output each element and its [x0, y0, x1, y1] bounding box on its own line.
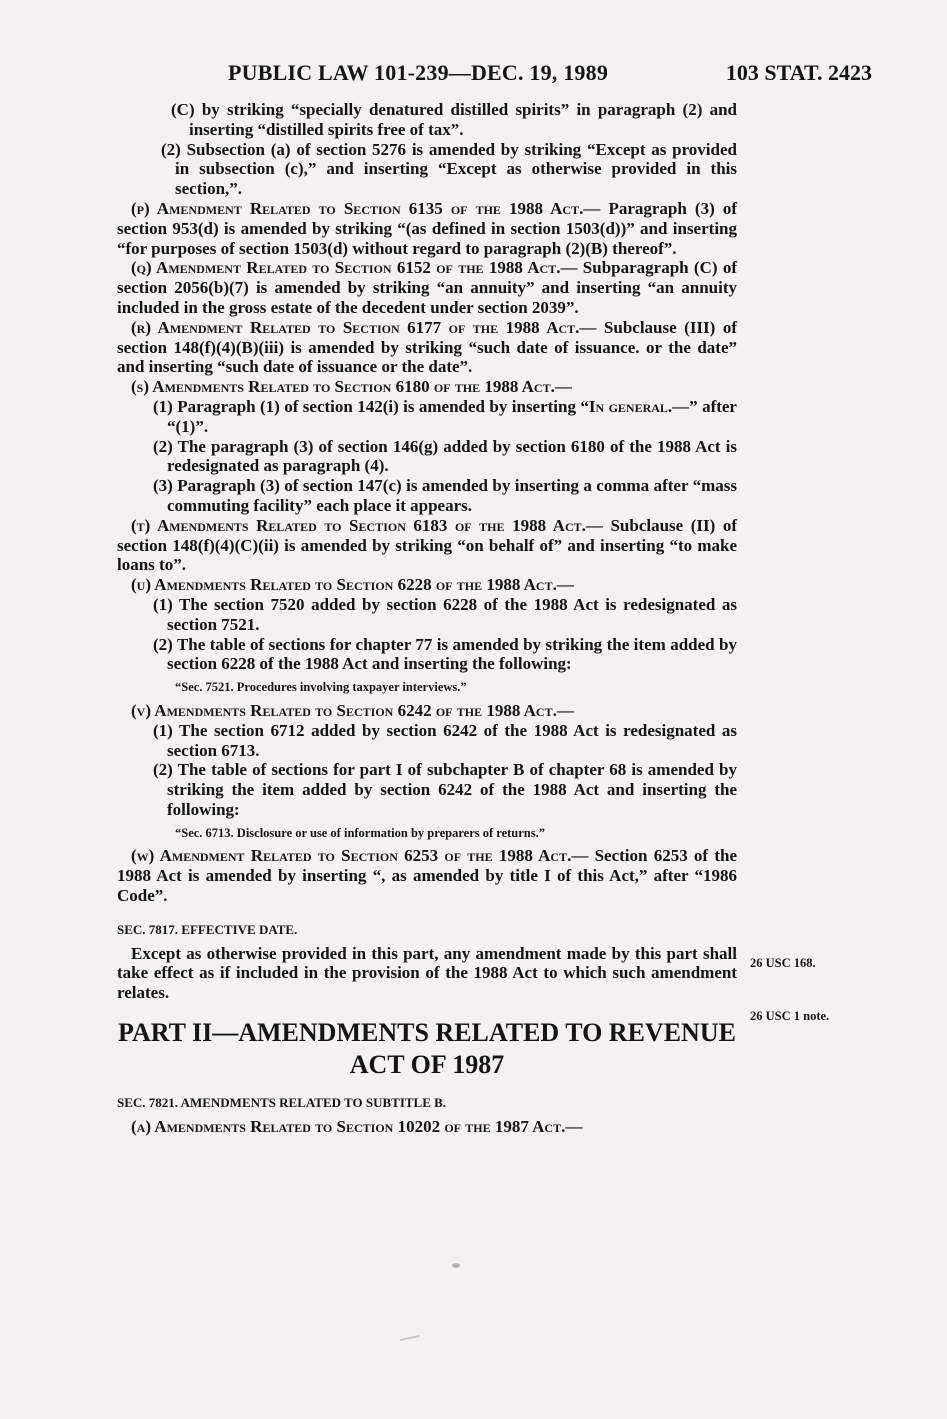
section-7817-heading: SEC. 7817. EFFECTIVE DATE.	[117, 921, 298, 937]
section-7817-text: Except as otherwise provided in this part, any amendment made by this part shall take effect as if included in the provision of the 1988 Act to which such amendment relates.	[117, 943, 737, 1003]
subsection-q-text: Subparagraph (C) of section 2056(b)(7) is amended by striking “an annuity” and inserting “an annuity included in the gross estate of the decedent under section 2039”.	[117, 258, 737, 317]
subsection-r	[117, 318, 737, 377]
subsection-t-text: Subclause (II) of section 148(f)(4)(C)(ii) is amended by striking “on behalf of” and inserting “to make loans to”.	[117, 515, 738, 575]
part-ii-title: PART II—AMENDMENTS RELATED TO REVENUE ACT OF 1987	[118, 1018, 736, 1080]
subsection-u-paragraph-1: (1) The section 7520 added by section 6228 of the 1988 Act is redesignated as section 7521.	[153, 594, 737, 634]
subsection-r-text: Subclause (III) of section 148(f)(4)(B)(iii) is amended by striking “such date of issuance. or the date” and inserting “such date of issuance or the date”.	[117, 317, 737, 377]
s1-text-a: (1) Paragraph (1) of section 142(i) is amended by inserting “	[153, 396, 589, 416]
table-item-6713: “Sec. 6713. Disclosure or use of information by preparers of returns.”	[175, 825, 546, 840]
margin-citation-26-usc-1-note: 26 USC 1 note.	[750, 1009, 830, 1023]
subsection-s-heading: (s) Amendments Related to Section 6180 of the 1988 Act.—	[131, 377, 572, 397]
page-citation: 103 STAT. 2423	[725, 60, 872, 85]
paper-speck	[452, 1263, 460, 1268]
subsection-a-heading: (a) Amendments Related to Section 10202 of the 1987 Act.—	[131, 1116, 583, 1136]
subsection-p-text: Paragraph (3) of section 953(d) is amended by striking “(as defined in section 1503(d))” and inserting “for purposes of section 1503(d) without regard to paragraph (2)(B) thereof”.	[117, 198, 737, 258]
paper-mark	[400, 1335, 420, 1341]
subsection-w-heading: (w) Amendment Related to Section 6253 of the 1988 Act.—	[131, 846, 589, 866]
subsection-s-paragraph-2: (2) The paragraph (3) of section 146(g) added by section 6180 of the 1988 Act is redesignated as paragraph (4).	[153, 436, 737, 476]
subsection-p-heading: (p) Amendment Related to Section 6135 of the 1988 Act.—	[131, 198, 601, 218]
subsection-t	[117, 516, 737, 575]
subsection-v-heading: (v) Amendments Related to Section 6242 of the 1988 Act.—	[131, 700, 574, 720]
clause-c: (C) by striking “specially denatured distilled spirits” in paragraph (2) and inserting “distilled spirits free of tax”.	[171, 100, 737, 139]
s1-small-caps: In general	[588, 396, 668, 416]
subsection-v-paragraph-2: (2) The table of sections for part I of subchapter B of chapter 68 is amended by striking the item added by section 6242 of the 1988 Act and inserting the following:	[153, 760, 737, 819]
table-item-7521: “Sec. 7521. Procedures involving taxpayer interviews.”	[175, 680, 467, 695]
running-header-title: PUBLIC LAW 101-239—DEC. 19, 1989	[228, 60, 609, 85]
paragraph-2: (2) Subsection (a) of section 5276 is amended by striking “Except as provided in subsection (c),” and inserting “Except as otherwise provided in this section,”.	[161, 139, 737, 199]
subsection-s-paragraph-1	[135, 397, 737, 437]
subsection-r-heading: (r) Amendment Related to Section 6177 of the 1988 Act.—	[131, 317, 597, 337]
subsection-p	[117, 199, 737, 258]
subsection-w	[117, 846, 737, 905]
subsection-q	[117, 258, 737, 317]
subsection-q-heading: (q) Amendment Related to Section 6152 of the 1988 Act.—	[131, 258, 578, 278]
subsection-u-paragraph-2: (2) The table of sections for chapter 77 is amended by striking the item added by section 6228 of the 1988 Act and inserting the following:	[153, 634, 737, 674]
subsection-w-text: Section 6253 of the 1988 Act is amended by inserting “, as amended by title I of this Act,” after “1986 Code”.	[117, 846, 737, 906]
s1-text-b: .—” after “(1)”.	[167, 396, 737, 436]
subsection-v-paragraph-1: (1) The section 6712 added by section 6242 of the 1988 Act is redesignated as section 6713.	[153, 720, 737, 760]
statute-body	[117, 100, 737, 1137]
subsection-s-paragraph-3: (3) Paragraph (3) of section 147(c) is amended by inserting a comma after “mass commuting facility” each place it appears.	[153, 476, 737, 515]
subsection-t-heading: (t) Amendments Related to Section 6183 of the 1988 Act.—	[131, 515, 603, 535]
section-7821-heading: SEC. 7821. AMENDMENTS RELATED TO SUBTITLE B.	[117, 1095, 447, 1111]
margin-citation-26-usc-168: 26 USC 168.	[750, 956, 816, 970]
subsection-u-heading: (u) Amendments Related to Section 6228 of the 1988 Act.—	[131, 575, 574, 595]
